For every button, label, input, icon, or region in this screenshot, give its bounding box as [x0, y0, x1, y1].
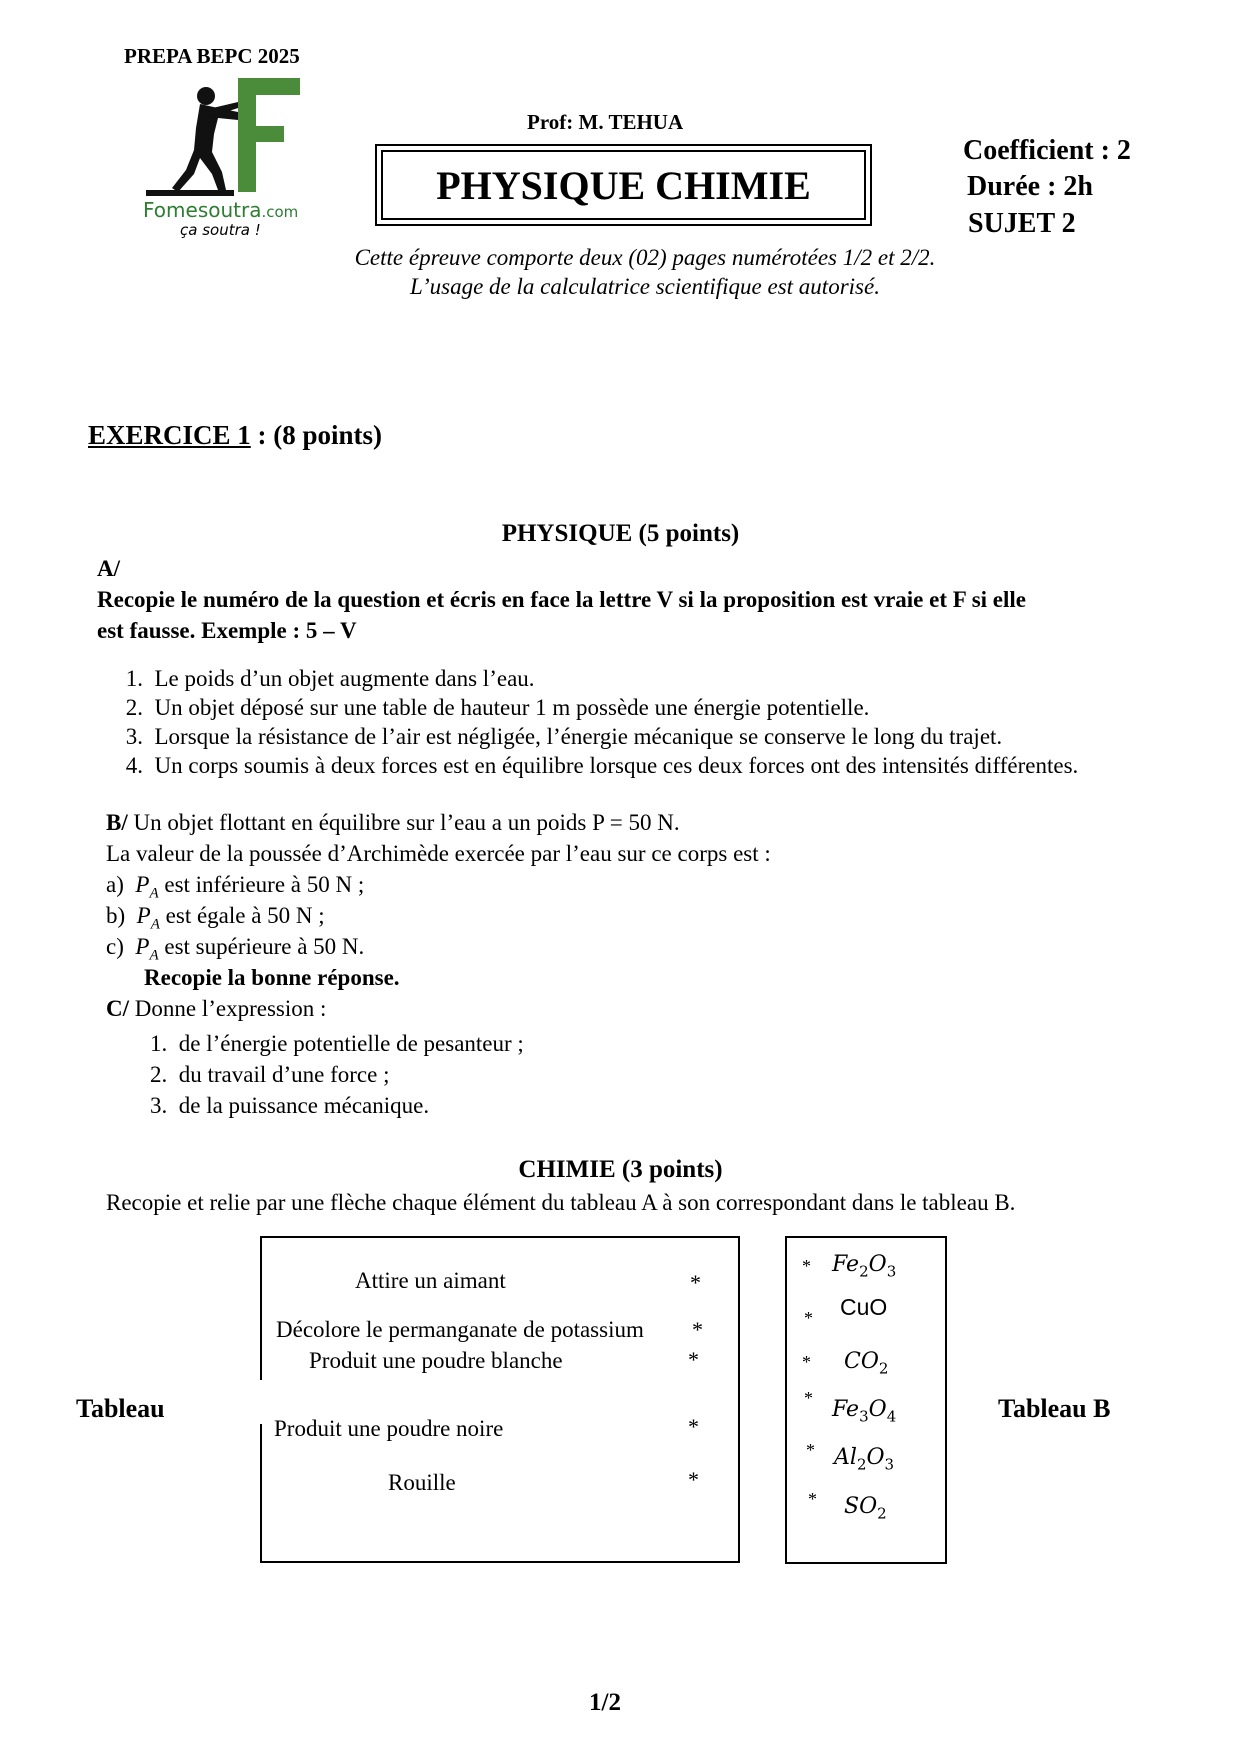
- tableau-b-label: Tableau B: [998, 1394, 1111, 1423]
- tableau-b-star: *: [806, 1440, 815, 1460]
- formula-al2o3: $Al_2O_3$: [834, 1445, 895, 1474]
- list-item: 2. Un objet déposé sur une table de hauteur 1 m possède une énergie potentielle.: [125, 695, 870, 720]
- part-c-label: C/: [106, 996, 129, 1021]
- logo-wordmark: [143, 198, 298, 222]
- part-b-text: B/ Un objet flottant en équilibre sur l’eau a un poids P = 50 N.: [106, 810, 680, 835]
- prep-label: PREPA BEPC 2025: [124, 44, 300, 68]
- exercise-points: : (8 points): [250, 420, 383, 450]
- physique-title: PHYSIQUE (5 points): [501, 520, 740, 547]
- part-c-text: C/ Donne l’expression :: [106, 996, 327, 1021]
- logo-name: Fomesoutra: [143, 198, 262, 222]
- formula-co2: $CO_2$: [844, 1349, 889, 1378]
- part-a-instruction: Recopie le numéro de la question et écris en face la lettre V si la proposition est vraie et F si elle: [97, 587, 1026, 612]
- tableau-b-star: *: [802, 1256, 811, 1276]
- tableau-a-star: *: [688, 1467, 699, 1492]
- part-a-list: [106, 664, 1078, 780]
- part-b-label: B/: [106, 810, 128, 835]
- tableau-a-label: Tableau: [76, 1394, 165, 1423]
- list-item: 4. Un corps soumis à deux forces est en équilibre lorsque ces deux forces ont des intensités différentes.: [125, 753, 1079, 778]
- prof-name: Prof: M. TEHUA: [527, 110, 684, 134]
- formula-cuo: CuO: [840, 1294, 888, 1320]
- list-item: 1. Le poids d’un objet augmente dans l’eau.: [125, 666, 535, 691]
- formula-so2: $SO_2$: [844, 1494, 887, 1523]
- exercise-label: EXERCICE 1: [88, 420, 251, 450]
- tableau-a-star: *: [688, 1414, 699, 1439]
- intro-line-2: L’usage de la calculatrice scientifique est autorisé.: [410, 274, 880, 299]
- tableau-a-star: *: [688, 1347, 699, 1372]
- tableau-a-star: *: [692, 1317, 703, 1342]
- intro-line-1: Cette épreuve comporte deux (02) pages numérotées 1/2 et 2/2.: [354, 245, 936, 270]
- tableau-a-star: *: [690, 1270, 701, 1295]
- title-box: [375, 144, 872, 226]
- option-b: b) $P_A$ est égale à 50 N ;: [106, 903, 325, 933]
- duree: Durée : 2h: [967, 171, 1093, 202]
- sujet: SUJET 2: [968, 208, 1076, 239]
- tableau-b-star: *: [804, 1308, 813, 1328]
- tableau-a-item: Rouille: [388, 1470, 456, 1495]
- list-item: 3. de la puissance mécanique.: [150, 1093, 430, 1118]
- chimie-instruction: Recopie et relie par une flèche chaque élément du tableau A à son correspondant dans le tableau B.: [106, 1190, 1016, 1215]
- tableau-b-star: *: [802, 1352, 811, 1372]
- list-item: 2. du travail d’une force ;: [150, 1062, 390, 1087]
- tableau-a-item: Décolore le permanganate de potassium: [276, 1317, 644, 1342]
- page-title: PHYSIQUE CHIMIE: [381, 150, 866, 220]
- list-item: 1. de l’énergie potentielle de pesanteur ;: [150, 1031, 524, 1056]
- part-c-list: [150, 1028, 524, 1121]
- coefficient: Coefficient : 2: [963, 135, 1131, 166]
- page-number: 1/2: [589, 1689, 621, 1716]
- part-a-instruction-2: est fausse. Exemple : 5 – V: [97, 618, 357, 643]
- logo-domain: .com: [261, 203, 299, 221]
- formula-fe2o3: $Fe_2O_3$: [832, 1252, 897, 1281]
- tableau-a-item: Produit une poudre blanche: [309, 1348, 563, 1373]
- option-c: c) $P_A$ est supérieure à 50 N.: [106, 934, 365, 964]
- tableau-b-star: *: [804, 1388, 813, 1408]
- list-item: 3. Lorsque la résistance de l’air est négligée, l’énergie mécanique se conserve le long du trajet.: [125, 724, 1003, 749]
- tableau-a-item: Produit une poudre noire: [274, 1416, 504, 1441]
- part-b-instruction: Recopie la bonne réponse.: [144, 965, 400, 990]
- option-a: a) $P_A$ est inférieure à 50 N ;: [106, 872, 365, 902]
- part-b-text-2: La valeur de la poussée d’Archimède exercée par l’eau sur ce corps est :: [106, 841, 771, 866]
- part-a-label: A/: [97, 556, 120, 581]
- tableau-a-item: Attire un aimant: [355, 1268, 506, 1293]
- logo-tagline: ça soutra !: [180, 221, 261, 239]
- exercise-heading: [88, 420, 382, 451]
- tableau-b-star: *: [808, 1489, 817, 1509]
- chimie-title: CHIMIE (3 points): [518, 1156, 723, 1183]
- formula-fe3o4: $Fe_3O_4$: [832, 1397, 897, 1426]
